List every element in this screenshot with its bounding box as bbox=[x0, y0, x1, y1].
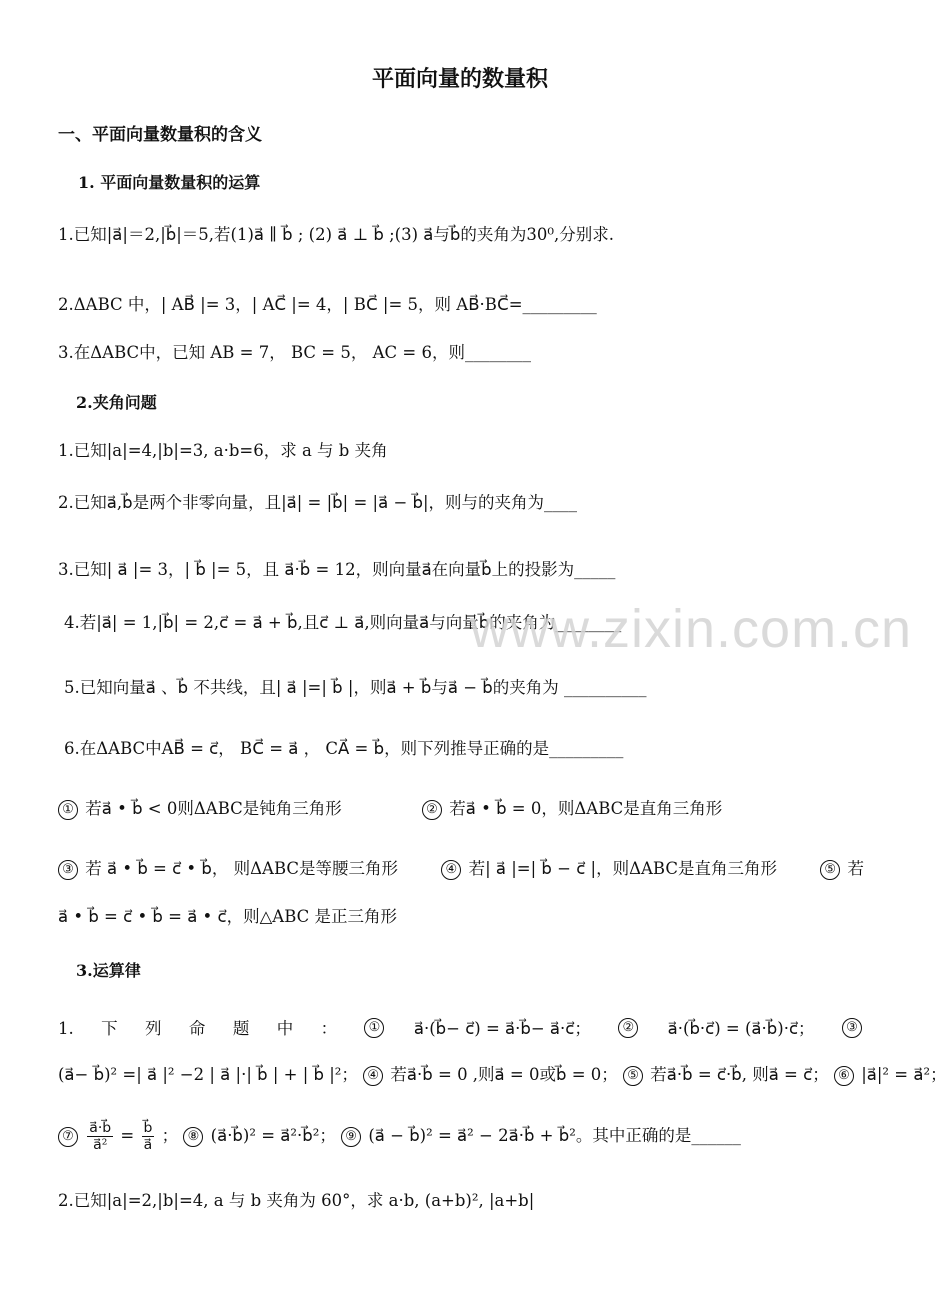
circled-number-s2: ② bbox=[618, 1018, 638, 1038]
option-4-group bbox=[441, 858, 777, 880]
fraction-2 bbox=[142, 1120, 155, 1153]
problem-2-3: 3.已知| a⃗ |= 3，| b⃗ |= 5，且 a⃗·b⃗ = 12，则向量a⃗在向量b⃗上的投影为_____ bbox=[58, 560, 616, 579]
statement-7-end: ； bbox=[161, 1126, 179, 1145]
circled-number-s9: ⑨ bbox=[341, 1127, 361, 1147]
p31-head-5: 中 bbox=[276, 1019, 294, 1038]
circled-number-1: ① bbox=[58, 800, 78, 820]
problem-3-1-line-1 bbox=[58, 1018, 864, 1040]
circled-number-2: ② bbox=[422, 800, 442, 820]
option-row-2 bbox=[422, 798, 722, 820]
circled-number-4: ④ bbox=[441, 860, 461, 880]
option-3-text: 若 a⃗ • b⃗ = c⃗ • b⃗， 则ΔABC是等腰三角形 bbox=[85, 859, 399, 878]
circled-number-s3: ③ bbox=[842, 1018, 862, 1038]
statement-3: (a⃗− b⃗)² =| a⃗ |² −2 | a⃗ |·| b⃗ | + | b⃗ |²； bbox=[58, 1065, 358, 1084]
circled-number-s6: ⑥ bbox=[834, 1066, 854, 1086]
option-row-1 bbox=[58, 798, 342, 820]
problem-1-3: 3.在ΔABC中，已知 AB = 7， BC = 5， AC = 6，则________ bbox=[58, 343, 531, 362]
circled-number-s1: ① bbox=[364, 1018, 384, 1038]
fraction-2-denominator: a⃗ bbox=[143, 1137, 153, 1153]
statement-8: (a⃗·b⃗)² = a⃗²·b⃗²； bbox=[210, 1126, 336, 1145]
p31-head-6: ： bbox=[320, 1019, 338, 1038]
fraction-2-numerator: b⃗ bbox=[143, 1120, 153, 1136]
watermark: www.zixin.com.cn bbox=[470, 599, 913, 659]
option-2-text: 若a⃗ • b⃗ = 0，则ΔABC是直角三角形 bbox=[449, 799, 723, 818]
statement-9: (a⃗ − b⃗)² = a⃗² − 2a⃗·b⃗ + b⃗²。其中正确的是______ bbox=[368, 1126, 741, 1145]
circled-number-3: ③ bbox=[58, 860, 78, 880]
p31-head-4: 题 bbox=[232, 1019, 250, 1038]
fraction-equals: = bbox=[120, 1126, 135, 1145]
fraction-1-numerator: a⃗·b⃗ bbox=[89, 1120, 112, 1136]
subsection-heading-2: 2.夹角问题 bbox=[76, 393, 157, 412]
circled-number-s7: ⑦ bbox=[58, 1127, 78, 1147]
statement-5: 若a⃗·b⃗ = c⃗·b⃗, 则a⃗ = c⃗； bbox=[650, 1065, 829, 1084]
problem-3-2: 2.已知|a|=2,|b|=4, a 与 b 夹角为 60°，求 a·b, (a+b)², |a+b| bbox=[58, 1191, 535, 1210]
option-1-text: 若a⃗ • b⃗ < 0则ΔABC是钝角三角形 bbox=[85, 799, 342, 818]
subsection-heading-1: 1. 平面向量数量积的运算 bbox=[78, 173, 261, 192]
problem-2-1: 1.已知|a|=4,|b|=3, a·b=6，求 a 与 b 夹角 bbox=[58, 441, 388, 460]
circled-number-s4: ④ bbox=[363, 1066, 383, 1086]
circled-number-s5: ⑤ bbox=[623, 1066, 643, 1086]
statement-6: |a⃗|² = a⃗²； bbox=[861, 1065, 947, 1084]
option-5-lead: 若 bbox=[847, 859, 864, 878]
circled-number-s8: ⑧ bbox=[183, 1127, 203, 1147]
option-5-group bbox=[820, 858, 864, 880]
problem-1-1: 1.已知|a⃗|＝2,|b⃗|＝5,若(1)a⃗ ∥ b⃗ ; (2) a⃗ ⊥ b⃗ ;(3) a⃗与b⃗的夹角为30⁰,分别求. bbox=[58, 225, 614, 244]
problem-3-1-line-3 bbox=[58, 1120, 741, 1153]
fraction-1-denominator: a⃗² bbox=[93, 1137, 108, 1153]
statement-1: a⃗·(b⃗− c⃗) = a⃗·b⃗− a⃗·c⃗； bbox=[413, 1019, 591, 1038]
problem-1-2: 2.ΔABC 中，| AB⃗ |= 3，| AC⃗ |= 4，| BC⃗ |= 5，则 AB⃗·BC⃗=_________ bbox=[58, 295, 597, 314]
p31-head-2: 列 bbox=[145, 1019, 162, 1038]
problem-2-6: 6.在ΔABC中AB⃗ = c⃗， BC⃗ = a⃗ ， CA⃗ = b⃗，则下列推导正确的是_________ bbox=[64, 739, 624, 758]
option-4-text: 若| a⃗ |=| b⃗ − c⃗ |，则ΔABC是直角三角形 bbox=[468, 859, 777, 878]
problem-3-1-line-2 bbox=[58, 1064, 947, 1086]
problem-2-2: 2.已知a⃗,b⃗是两个非零向量，且|a⃗| = |b⃗| = |a⃗ − b⃗|，则与的夹角为____ bbox=[58, 493, 578, 512]
statement-2: a⃗·(b⃗·c⃗) = (a⃗·b⃗)·c⃗； bbox=[667, 1019, 815, 1038]
p31-head-3: 命 bbox=[188, 1019, 206, 1038]
circled-number-5: ⑤ bbox=[820, 860, 840, 880]
p31-head-0: 1. bbox=[58, 1019, 74, 1038]
p31-head-1: 下 bbox=[101, 1019, 118, 1038]
problem-2-5: 5.已知向量a⃗ 、b⃗ 不共线，且| a⃗ |=| b⃗ |，则a⃗ + b⃗与a⃗ − b⃗的夹角为 __________ bbox=[64, 678, 647, 697]
statement-4: 若a⃗·b⃗ = 0 ,则a⃗ = 0或b⃗ = 0； bbox=[390, 1065, 618, 1084]
problem-2-4: 4.若|a⃗| = 1,|b⃗| = 2,c⃗ = a⃗ + b⃗,且c⃗ ⊥ a⃗,则向量a⃗与向量b⃗的夹角为________ bbox=[64, 613, 622, 632]
page-title: 平面向量的数量积 bbox=[371, 66, 548, 92]
option-row-3 bbox=[58, 858, 864, 880]
option-5-continuation: a⃗ • b⃗ = c⃗ • b⃗ = a⃗ • c⃗，则△ABC 是正三角形 bbox=[58, 907, 398, 926]
subsection-heading-3: 3.运算律 bbox=[76, 961, 141, 980]
option-3-group bbox=[58, 858, 398, 880]
fraction-1 bbox=[87, 1120, 113, 1153]
section-heading-1: 一、平面向量数量积的含义 bbox=[58, 125, 262, 145]
